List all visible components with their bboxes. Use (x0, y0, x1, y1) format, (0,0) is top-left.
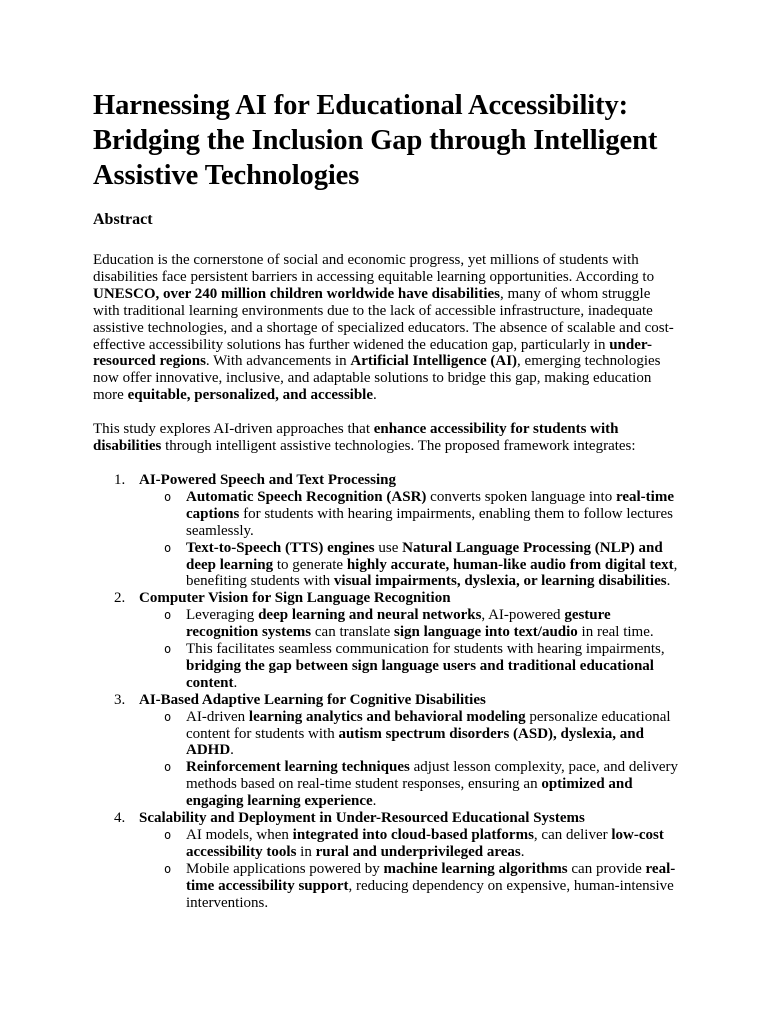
sub-item (139, 607, 678, 641)
emphasis-text: Text-to-Speech (TTS) engines (186, 539, 375, 556)
sub-item-text: This facilitates seamless communication for students with hearing impairments, bridging the gap between sign language users and traditional educational content. (186, 641, 665, 691)
emphasis-text: Natural Language Processing (NLP) and deep learning (186, 539, 663, 573)
emphasis-text: rural and underprivileged areas (315, 843, 521, 860)
sub-item-text: Leveraging deep learning and neural networks, AI-powered gesture recognition systems can translate sign language into text/audio in real time. (186, 607, 654, 641)
sub-item-text: Automatic Speech Recognition (ASR) converts spoken language into real-time captions for students with hearing impairments, enabling them to follow lectures seamlessly. (186, 488, 674, 539)
item-title: AI-Powered Speech and Text Processing (139, 471, 396, 488)
sub-item (139, 641, 678, 692)
bullet-icon: o (164, 828, 172, 842)
framework-list (93, 472, 678, 912)
sub-item-text: Reinforcement learning techniques adjust lesson complexity, pace, and delivery methods based on real-time student responses, ensuring an optimized and engaging learning experience. (186, 759, 678, 810)
bullet-icon: o (164, 540, 172, 555)
document-title: Harnessing AI for Educational Accessibility: Bridging the Inclusion Gap through Intelligent Assistive Technologies (93, 90, 658, 191)
document-page (93, 88, 678, 912)
sub-list (139, 489, 678, 590)
bullet-icon: o (164, 642, 172, 657)
sub-item-text: Mobile applications powered by machine learning algorithms can provide real-time accessibility support, reducing dependency on expensive, human-intensive interventions. (186, 860, 676, 911)
emphasis-text: Artificial Intelligence (AI) (350, 353, 518, 370)
emphasis-text: integrated into cloud-based platforms (292, 827, 534, 843)
sub-item-text: AI-driven learning analytics and behavioral modeling personalize educational content for students with autism spectrum disorders (ASD), dyslexia, and ADHD. (186, 708, 671, 759)
item-number: 2. (114, 590, 126, 607)
sub-item (139, 827, 678, 861)
emphasis-text: Automatic Speech Recognition (ASR) (186, 488, 427, 505)
emphasis-text: bridging the gap between sign language users and traditional educational content (186, 657, 654, 691)
emphasis-text: deep learning and neural networks (258, 607, 482, 624)
bullet-icon: o (164, 709, 172, 724)
bullet-icon: o (164, 861, 172, 876)
framework-item (93, 472, 678, 590)
item-number: 4. (114, 810, 126, 827)
emphasis-text: visual impairments, dyslexia, or learning disabilities (333, 573, 667, 590)
emphasis-text: optimized and engaging learning experience (186, 776, 633, 810)
framework-item (93, 810, 678, 911)
emphasis-text: UNESCO, over 240 million children worldwide have disabilities (93, 285, 500, 302)
sub-item (139, 759, 678, 810)
emphasis-text: autism spectrum disorders (ASD), dyslexia, and ADHD (186, 725, 644, 759)
item-number: 3. (114, 691, 126, 708)
bullet-icon: o (164, 489, 172, 504)
sub-item (139, 489, 678, 540)
framework-item (93, 590, 678, 691)
sub-item-text: Text-to-Speech (TTS) engines use Natural Language Processing (NLP) and deep learning to generate highly accurate, human-like audio from digital text, benefiting students with visual impairments, dyslexia, or learning disabilities. (186, 539, 678, 590)
abstract-heading: Abstract (93, 211, 153, 228)
item-title: Scalability and Deployment in Under-Resourced Educational Systems (139, 810, 585, 827)
emphasis-text: real-time captions (186, 488, 674, 522)
sub-item (139, 709, 678, 760)
emphasis-text: sign language into text/audio (394, 624, 578, 641)
sub-item (139, 861, 678, 912)
emphasis-text: under-resourced regions (93, 336, 652, 370)
item-title: AI-Based Adaptive Learning for Cognitive Disabilities (139, 691, 486, 708)
emphasis-text: real-time accessibility support (186, 860, 676, 894)
item-number: 1. (114, 471, 126, 488)
bullet-icon: o (164, 608, 172, 623)
emphasis-text: Reinforcement learning techniques (186, 759, 410, 776)
emphasis-text: learning analytics and behavioral modeling (248, 708, 526, 725)
emphasis-text: gesture recognition systems (186, 607, 611, 641)
bullet-icon: o (164, 760, 172, 775)
item-title: Computer Vision for Sign Language Recognition (139, 590, 451, 607)
emphasis-text: equitable, personalized, and accessible (127, 387, 373, 404)
sub-item-text: AI models, when integrated into cloud-based platforms, can deliver low-cost accessibility tools in rural and underprivileged areas. (186, 827, 664, 860)
emphasis-text: machine learning algorithms (383, 860, 568, 877)
emphasis-text: low-cost accessibility tools (186, 827, 664, 860)
sub-list (139, 709, 678, 810)
sub-list (139, 827, 678, 912)
emphasis-text: highly accurate, human-like audio from digital text (346, 556, 674, 573)
sub-list (139, 607, 678, 692)
framework-item (93, 692, 678, 810)
abstract-paragraph: Education is the cornerstone of social and economic progress, yet millions of students with disabilities face persistent barriers in accessing equitable learning opportunities. According to UNESCO, over 240 million children worldwide have disabilities, many of whom struggle with traditional learning environments due to the lack of accessible infrastructure, inadequate assistive technologies, and a shortage of specialized educators. The absence of scalable and cost-effective accessibility solutions has further widened the education gap, particularly in under-resourced regions. With advancements in Artificial Intelligence (AI), emerging technologies now offer innovative, inclusive, and adaptable solutions to bridge this gap, making education more equitable, personalized, and accessible. (93, 252, 674, 404)
emphasis-text: enhance accessibility for students with disabilities (93, 421, 619, 455)
sub-item (139, 540, 678, 591)
study-intro-paragraph: This study explores AI-driven approaches that enhance accessibility for students with disabilities through intelligent assistive technologies. The proposed framework integrates: (93, 421, 636, 455)
